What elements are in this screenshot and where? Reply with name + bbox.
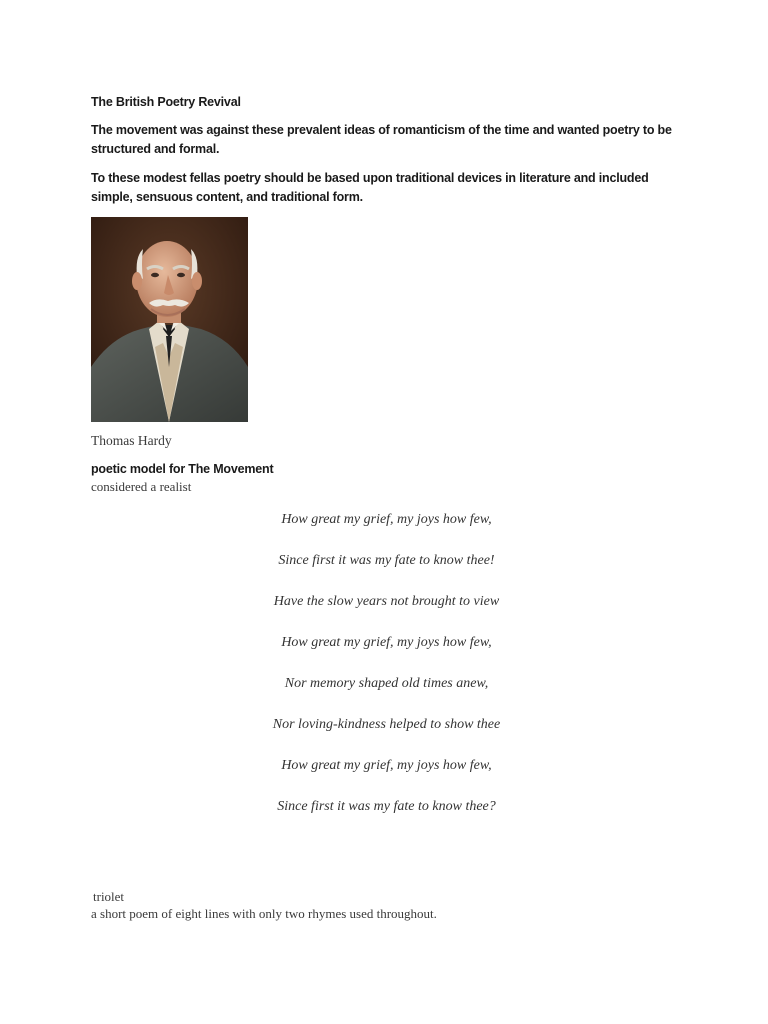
portrait-caption: Thomas Hardy — [91, 433, 172, 448]
triolet-poem — [0, 510, 768, 838]
poetic-model-label: poetic model for The Movement — [91, 462, 274, 476]
poem-line: Nor loving-kindness helped to show thee — [272, 717, 501, 732]
poem-line: How great my grief, my joys how few, — [281, 758, 492, 773]
definition-text: a short poem of eight lines with only two rhymes used throughout. — [91, 906, 437, 921]
poem-line: Since first it was my fate to know thee? — [277, 799, 496, 814]
poem-line: Nor memory shaped old times anew, — [284, 676, 489, 691]
thomas-hardy-portrait — [91, 217, 248, 422]
definition-term: triolet — [93, 889, 125, 904]
description-paragraph: To these modest fellas poetry should be based upon traditional devices in literature and included simple, sensuous content, and traditional form. — [91, 171, 649, 204]
poem-line: Have the slow years not brought to view — [273, 594, 500, 609]
poem-line: Since first it was my fate to know thee! — [278, 553, 495, 568]
document-heading: The British Poetry Revival — [91, 95, 241, 109]
poem-line: How great my grief, my joys how few, — [281, 512, 492, 527]
realist-note: considered a realist — [91, 479, 192, 494]
intro-paragraph: The movement was against these prevalent ideas of romanticism of the time and wanted poetry to be structured and formal. — [91, 123, 672, 156]
poem-line: How great my grief, my joys how few, — [281, 635, 492, 650]
